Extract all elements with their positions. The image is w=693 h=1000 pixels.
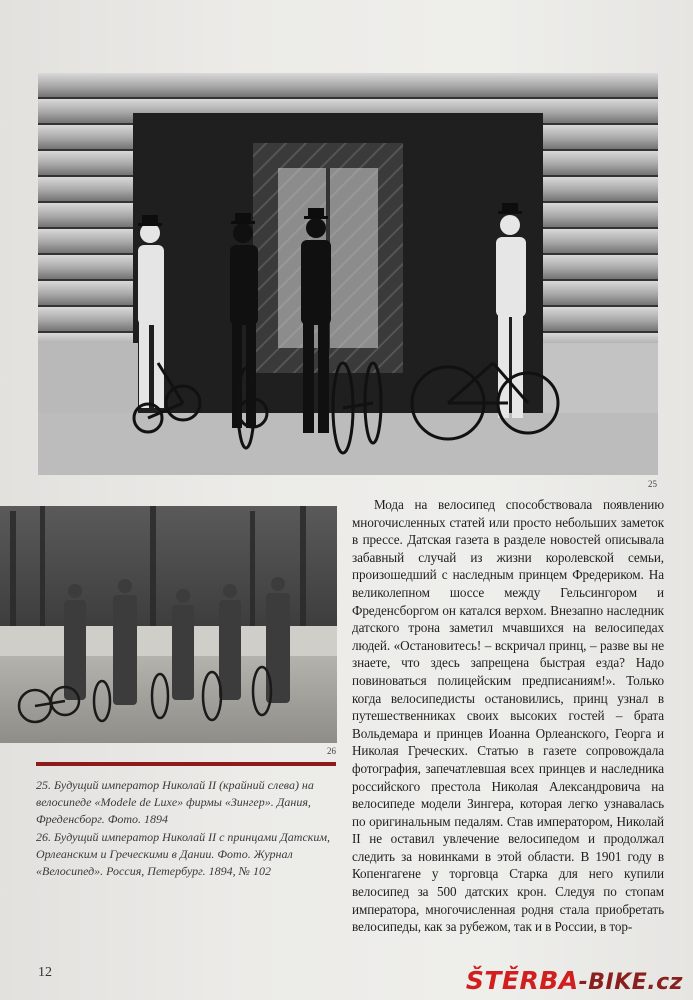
body-paragraph: Мода на велосипед способствовала появлению многочисленных статей или просто небольших заметок в прессе. Датская газета в разделе новостей описывала забавный случай из жизни королевской семьи, произошедший с наследным принцем Фредериком. На великолепном шоссе между Гельсингором и Фреденсборгом он катался верхом. Внезапно наследник датского трона заметил мчавшихся на велосипедах людей. «Остановитесь! – вскричал принц, – разве вы не знаете, что здесь запрещена быстрая езда? Надо повиноваться полицейским предписаниям!». Только когда велосипедисты остановились, принц узнал в путешественниках своих высоких гостей – брата Вольдемара и принцев Иоанна Орлеанского, Георга и Николая Греческих. Статью в газете сопровождала фотография, запечатлевшая всех принцев и наследника российского престола Николая Александровича на велосипеде модели Зингера, которая легко узнавалась по оригинальным педалям. Став императором, Николай II не оставил увлечение велосипедом и продолжал следить за новинками в этой области. В 1901 году в Копенгагене у торговца Старка для него купили велосипед за 500 датских крон. Следуя по стопам императора, многочисленная родня стала приобретать велосипеды, как за рубежом, так и в России, в тор-	[352, 497, 664, 935]
photo-26-illustration	[0, 506, 337, 743]
caption-divider	[36, 762, 336, 766]
caption-photo-26: 26. Будущий император Николай II с принцами Датским, Орлеанским и Греческими в Дании. Фото. Журнал «Велосипед». Россия, Петербург. 1894, № 102	[36, 830, 331, 878]
photo-25-illustration	[38, 73, 658, 475]
photo-25-number: 25	[648, 479, 657, 489]
watermark-part2: -BIKE.cz	[578, 970, 683, 995]
photo-26-group-with-bicycles	[0, 506, 337, 743]
photo-26-number: 26	[327, 746, 336, 756]
watermark-part1: ŠTĚRBA	[465, 966, 579, 995]
caption-photo-25: 25. Будущий император Николай II (крайний слева) на велосипеде «Modele de Luxe» фирмы «Зингер». Дания, Фреденсборг. Фото. 1894	[36, 778, 314, 826]
watermark-logo	[466, 966, 683, 995]
photo-25-cyclists-at-door	[38, 73, 658, 475]
page-number: 12	[38, 965, 52, 980]
